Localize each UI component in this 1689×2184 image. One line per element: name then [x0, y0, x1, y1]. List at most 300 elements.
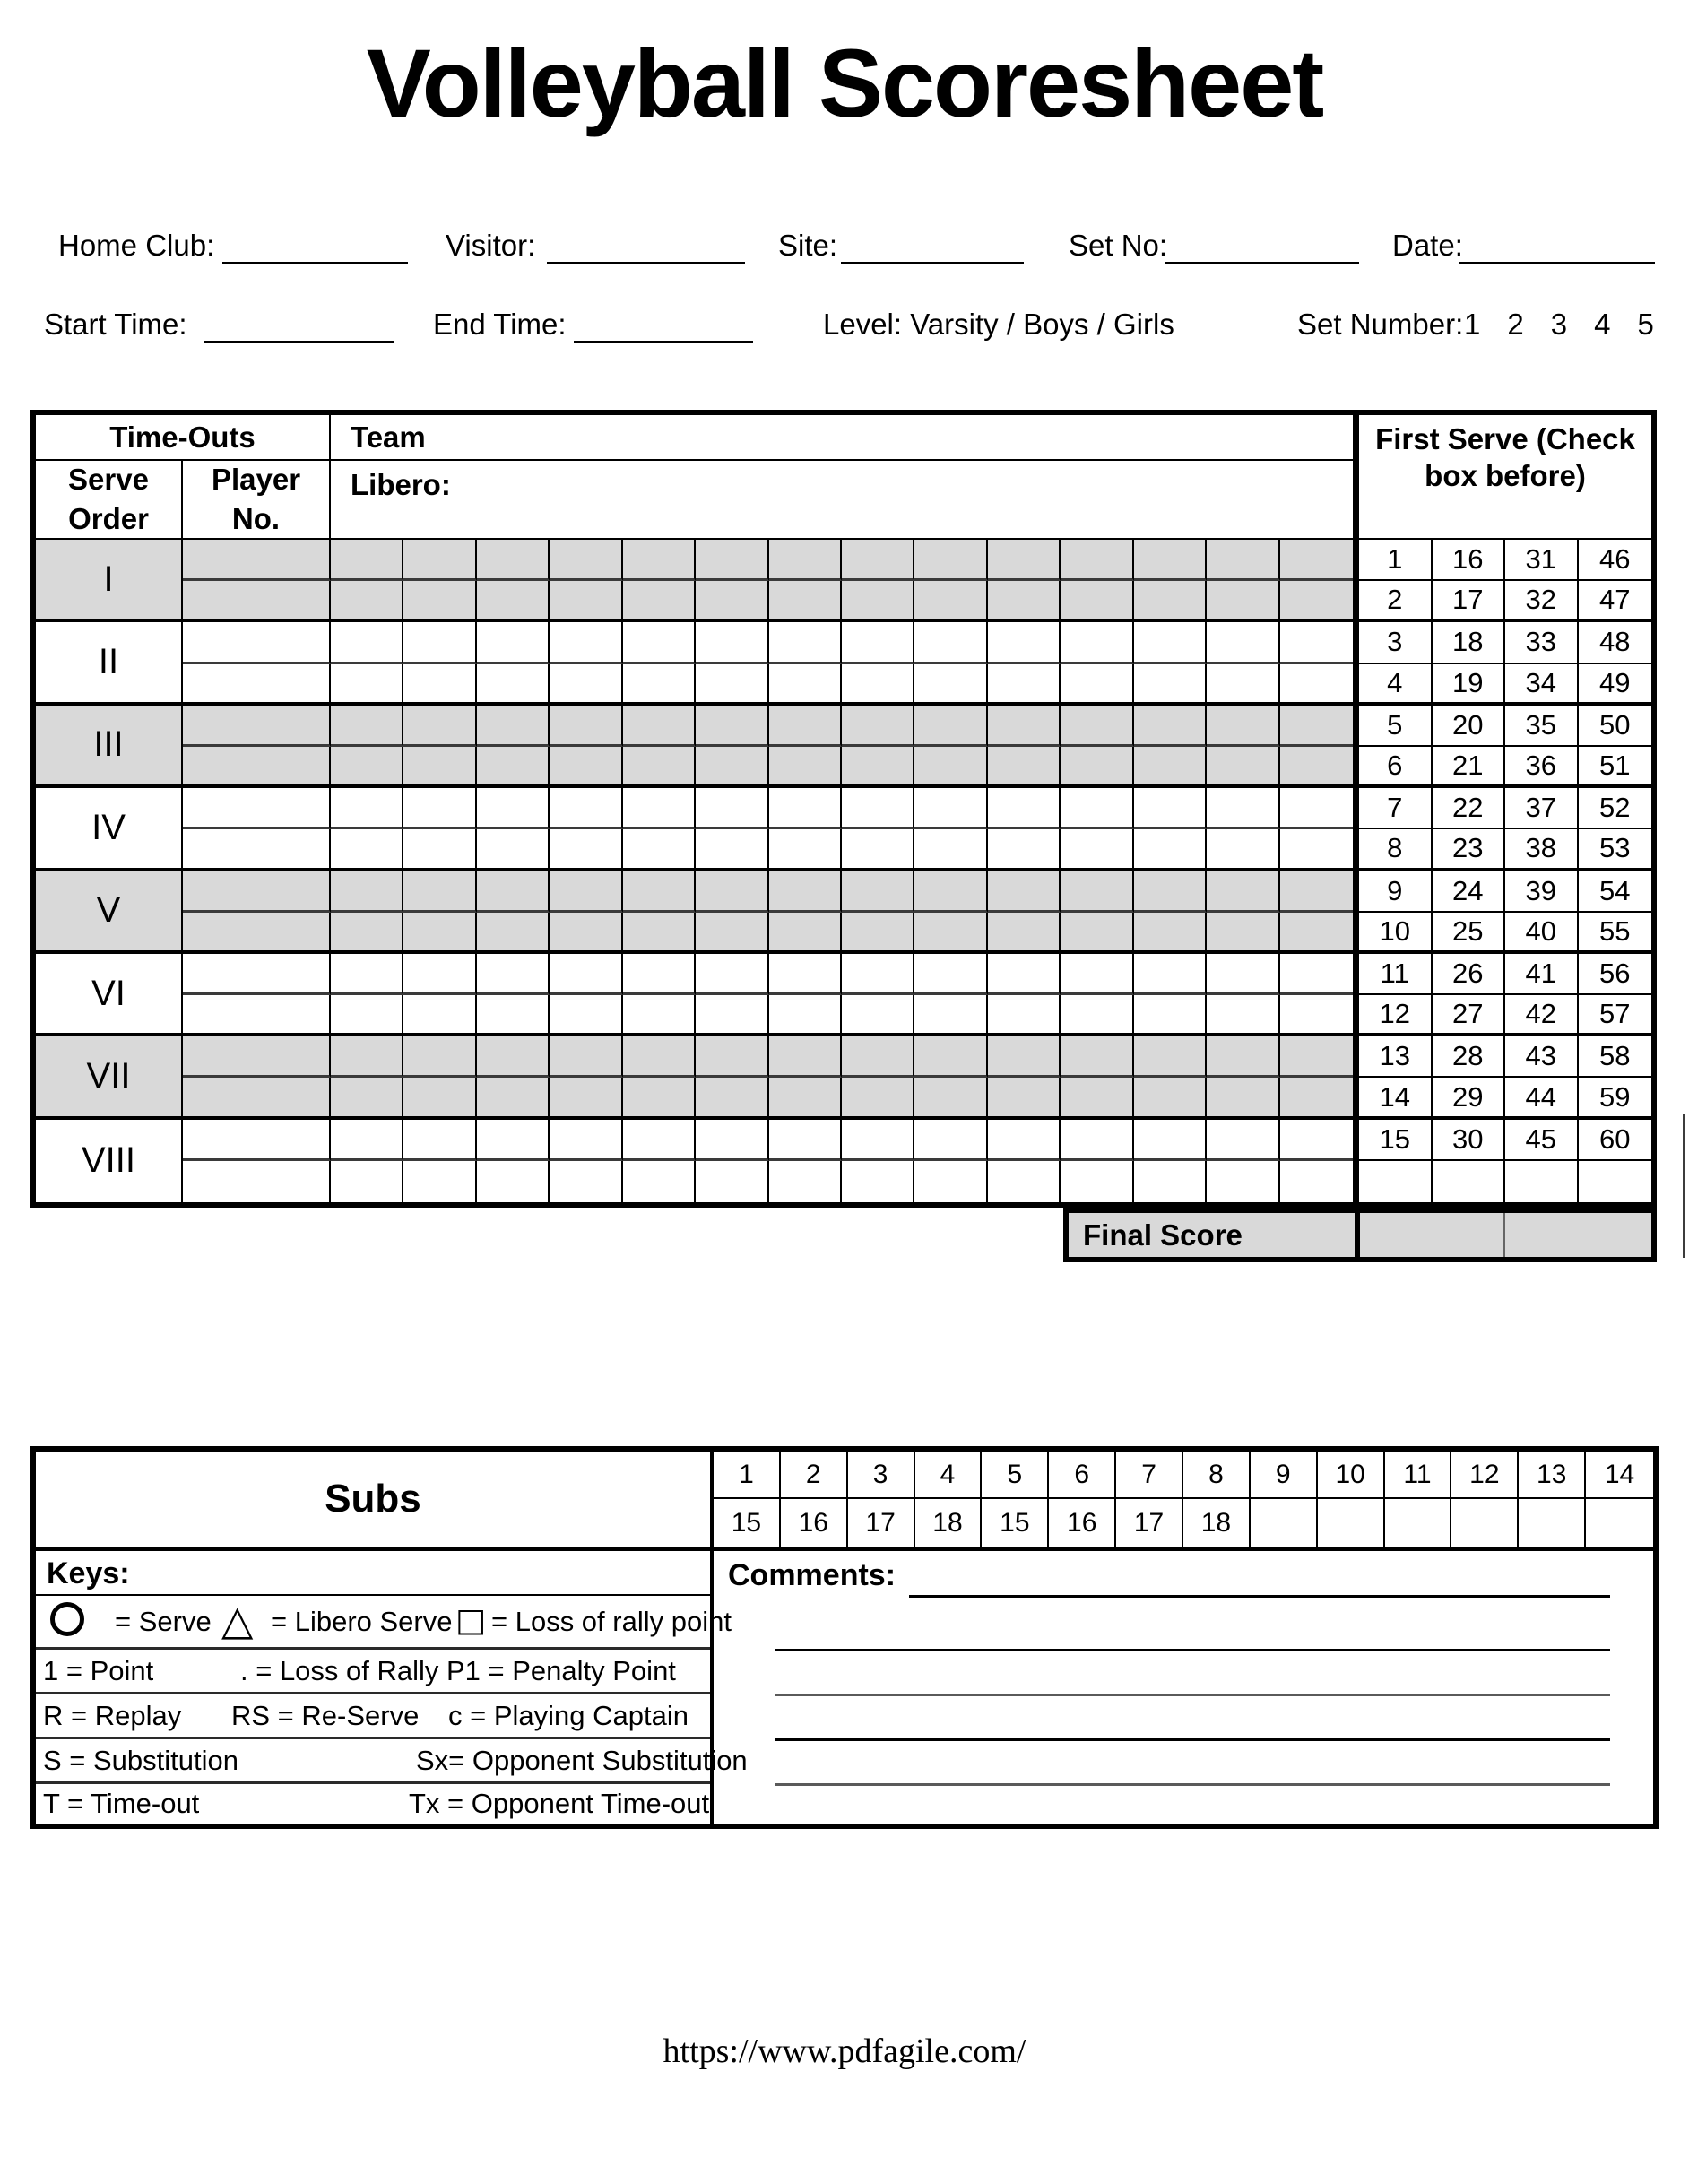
score-cell[interactable] [550, 995, 622, 1036]
first-serve-number-cell[interactable]: 11 [1359, 954, 1433, 995]
score-cell[interactable] [1280, 664, 1353, 706]
score-cell[interactable] [1207, 829, 1279, 871]
score-cell[interactable] [477, 954, 550, 995]
first-serve-number-cell[interactable]: 24 [1433, 871, 1506, 913]
score-cell[interactable] [623, 581, 696, 622]
score-cell[interactable] [550, 706, 622, 747]
first-serve-number-cell[interactable]: 34 [1505, 664, 1579, 706]
first-serve-number-cell[interactable]: 47 [1579, 581, 1652, 622]
score-cell[interactable] [331, 747, 403, 788]
first-serve-number-cell[interactable]: 54 [1579, 871, 1652, 913]
score-cell[interactable] [403, 581, 476, 622]
score-cell[interactable] [696, 581, 768, 622]
first-serve-number-cell[interactable]: 25 [1433, 913, 1506, 954]
first-serve-number-cell[interactable]: 38 [1505, 829, 1579, 871]
score-cell[interactable] [1134, 747, 1207, 788]
score-cell[interactable] [403, 1078, 476, 1119]
first-serve-number-cell[interactable]: 19 [1433, 664, 1506, 706]
subs-number-cell[interactable]: 2 [781, 1452, 848, 1499]
first-serve-number-cell[interactable]: 32 [1505, 581, 1579, 622]
first-serve-number-cell[interactable]: 35 [1505, 706, 1579, 747]
score-cell[interactable] [623, 747, 696, 788]
first-serve-number-cell[interactable]: 22 [1433, 788, 1506, 829]
first-serve-blank-cell[interactable] [1433, 1161, 1506, 1202]
score-cell[interactable] [769, 1078, 842, 1119]
score-cell[interactable] [769, 1120, 842, 1161]
score-cell[interactable] [842, 1078, 914, 1119]
score-cell[interactable] [1061, 540, 1133, 581]
score-cell[interactable] [331, 913, 403, 954]
score-cell[interactable] [403, 954, 476, 995]
player-no-cell[interactable] [183, 1120, 331, 1161]
first-serve-number-cell[interactable]: 50 [1579, 706, 1652, 747]
date-field[interactable] [1459, 262, 1655, 264]
first-serve-number-cell[interactable]: 56 [1579, 954, 1652, 995]
score-cell[interactable] [331, 1078, 403, 1119]
score-cell[interactable] [331, 871, 403, 913]
score-cell[interactable] [842, 622, 914, 663]
score-cell[interactable] [623, 913, 696, 954]
first-serve-number-cell[interactable]: 36 [1505, 747, 1579, 788]
player-no-cell[interactable] [183, 1078, 331, 1119]
score-cell[interactable] [403, 788, 476, 829]
score-cell[interactable] [623, 954, 696, 995]
subs-number-cell[interactable]: 15 [982, 1499, 1049, 1547]
score-cell[interactable] [1134, 954, 1207, 995]
set-number-option[interactable]: 5 [1637, 308, 1654, 341]
home-club-field[interactable] [222, 262, 408, 264]
score-cell[interactable] [988, 1120, 1061, 1161]
score-cell[interactable] [550, 954, 622, 995]
score-cell[interactable] [988, 871, 1061, 913]
score-cell[interactable] [769, 913, 842, 954]
score-cell[interactable] [988, 1036, 1061, 1078]
subs-number-cell[interactable]: 3 [848, 1452, 915, 1499]
score-cell[interactable] [842, 747, 914, 788]
first-serve-number-cell[interactable]: 7 [1359, 788, 1433, 829]
score-cell[interactable] [1061, 1036, 1133, 1078]
score-cell[interactable] [1134, 664, 1207, 706]
score-cell[interactable] [696, 995, 768, 1036]
score-cell[interactable] [331, 954, 403, 995]
score-cell[interactable] [403, 747, 476, 788]
score-cell[interactable] [477, 913, 550, 954]
score-cell[interactable] [477, 706, 550, 747]
set-number-option[interactable]: 4 [1594, 308, 1611, 341]
score-cell[interactable] [550, 913, 622, 954]
first-serve-number-cell[interactable]: 14 [1359, 1078, 1433, 1119]
player-no-cell[interactable] [183, 664, 331, 706]
player-no-cell[interactable] [183, 995, 331, 1036]
score-cell[interactable] [1134, 913, 1207, 954]
score-cell[interactable] [988, 747, 1061, 788]
subs-number-cell[interactable]: 11 [1385, 1452, 1452, 1499]
score-cell[interactable] [769, 706, 842, 747]
score-cell[interactable] [914, 540, 987, 581]
score-cell[interactable] [988, 995, 1061, 1036]
score-cell[interactable] [914, 1161, 987, 1202]
score-cell[interactable] [1207, 747, 1279, 788]
first-serve-number-cell[interactable]: 26 [1433, 954, 1506, 995]
score-cell[interactable] [1207, 1078, 1279, 1119]
player-no-cell[interactable] [183, 788, 331, 829]
score-cell[interactable] [403, 664, 476, 706]
score-cell[interactable] [1207, 871, 1279, 913]
first-serve-number-cell[interactable]: 51 [1579, 747, 1652, 788]
first-serve-number-cell[interactable]: 31 [1505, 540, 1579, 581]
first-serve-number-cell[interactable]: 43 [1505, 1036, 1579, 1078]
subs-number-cell[interactable]: 15 [714, 1499, 781, 1547]
score-cell[interactable] [988, 913, 1061, 954]
score-cell[interactable] [1280, 995, 1353, 1036]
score-cell[interactable] [769, 829, 842, 871]
score-cell[interactable] [623, 1120, 696, 1161]
score-cell[interactable] [696, 829, 768, 871]
score-cell[interactable] [914, 954, 987, 995]
score-cell[interactable] [550, 664, 622, 706]
score-cell[interactable] [988, 829, 1061, 871]
score-cell[interactable] [550, 622, 622, 663]
first-serve-number-cell[interactable]: 13 [1359, 1036, 1433, 1078]
first-serve-number-cell[interactable]: 15 [1359, 1120, 1433, 1161]
score-cell[interactable] [842, 1036, 914, 1078]
score-cell[interactable] [623, 788, 696, 829]
first-serve-number-cell[interactable]: 28 [1433, 1036, 1506, 1078]
player-no-cell[interactable] [183, 954, 331, 995]
score-cell[interactable] [477, 829, 550, 871]
score-cell[interactable] [1280, 747, 1353, 788]
subs-number-cell[interactable]: 7 [1116, 1452, 1183, 1499]
player-no-cell[interactable] [183, 871, 331, 913]
score-cell[interactable] [842, 540, 914, 581]
first-serve-number-cell[interactable]: 23 [1433, 829, 1506, 871]
score-cell[interactable] [1280, 829, 1353, 871]
score-cell[interactable] [331, 829, 403, 871]
score-cell[interactable] [1061, 995, 1133, 1036]
score-cell[interactable] [1061, 871, 1133, 913]
first-serve-blank-cell[interactable] [1505, 1161, 1579, 1202]
score-cell[interactable] [623, 1036, 696, 1078]
score-cell[interactable] [842, 871, 914, 913]
first-serve-number-cell[interactable]: 2 [1359, 581, 1433, 622]
score-cell[interactable] [914, 871, 987, 913]
score-cell[interactable] [1207, 1120, 1279, 1161]
score-cell[interactable] [1207, 954, 1279, 995]
first-serve-number-cell[interactable]: 5 [1359, 706, 1433, 747]
score-cell[interactable] [331, 788, 403, 829]
score-cell[interactable] [477, 540, 550, 581]
score-cell[interactable] [696, 871, 768, 913]
score-cell[interactable] [1207, 706, 1279, 747]
subs-blank-cell[interactable] [1318, 1499, 1385, 1547]
score-cell[interactable] [331, 622, 403, 663]
score-cell[interactable] [1061, 1161, 1133, 1202]
score-cell[interactable] [988, 581, 1061, 622]
subs-number-cell[interactable]: 10 [1318, 1452, 1385, 1499]
score-cell[interactable] [842, 913, 914, 954]
score-cell[interactable] [550, 829, 622, 871]
score-cell[interactable] [550, 871, 622, 913]
score-cell[interactable] [1207, 913, 1279, 954]
score-cell[interactable] [1207, 622, 1279, 663]
score-cell[interactable] [914, 1120, 987, 1161]
first-serve-number-cell[interactable]: 40 [1505, 913, 1579, 954]
score-cell[interactable] [696, 1036, 768, 1078]
score-cell[interactable] [403, 1036, 476, 1078]
score-cell[interactable] [623, 829, 696, 871]
score-cell[interactable] [1207, 788, 1279, 829]
score-cell[interactable] [1061, 788, 1133, 829]
score-cell[interactable] [1061, 581, 1133, 622]
player-no-cell[interactable] [183, 829, 331, 871]
subs-blank-cell[interactable] [1385, 1499, 1452, 1547]
subs-number-cell[interactable]: 4 [915, 1452, 983, 1499]
comments-line[interactable] [775, 1649, 1610, 1651]
comments-line[interactable] [909, 1595, 1610, 1598]
score-cell[interactable] [914, 706, 987, 747]
score-cell[interactable] [1280, 1120, 1353, 1161]
score-cell[interactable] [477, 1078, 550, 1119]
score-cell[interactable] [1207, 1036, 1279, 1078]
first-serve-number-cell[interactable]: 45 [1505, 1120, 1579, 1161]
score-cell[interactable] [1280, 581, 1353, 622]
score-cell[interactable] [1134, 1078, 1207, 1119]
first-serve-number-cell[interactable]: 18 [1433, 622, 1506, 663]
first-serve-number-cell[interactable]: 48 [1579, 622, 1652, 663]
score-cell[interactable] [623, 706, 696, 747]
score-cell[interactable] [550, 747, 622, 788]
score-cell[interactable] [696, 954, 768, 995]
score-cell[interactable] [842, 1161, 914, 1202]
first-serve-number-cell[interactable]: 39 [1505, 871, 1579, 913]
score-cell[interactable] [403, 913, 476, 954]
subs-number-cell[interactable]: 5 [982, 1452, 1049, 1499]
score-cell[interactable] [842, 1120, 914, 1161]
subs-number-cell[interactable]: 18 [1183, 1499, 1251, 1547]
score-cell[interactable] [477, 871, 550, 913]
score-cell[interactable] [1280, 1161, 1353, 1202]
first-serve-number-cell[interactable]: 57 [1579, 995, 1652, 1036]
score-cell[interactable] [623, 1078, 696, 1119]
player-no-cell[interactable] [183, 913, 331, 954]
score-cell[interactable] [403, 1120, 476, 1161]
score-cell[interactable] [331, 664, 403, 706]
subs-number-cell[interactable]: 16 [1049, 1499, 1116, 1547]
first-serve-number-cell[interactable]: 42 [1505, 995, 1579, 1036]
score-cell[interactable] [550, 1078, 622, 1119]
score-cell[interactable] [1061, 622, 1133, 663]
score-cell[interactable] [331, 1120, 403, 1161]
set-no-field[interactable] [1165, 262, 1359, 264]
score-cell[interactable] [477, 664, 550, 706]
score-cell[interactable] [1280, 1036, 1353, 1078]
score-cell[interactable] [1134, 622, 1207, 663]
score-cell[interactable] [1280, 913, 1353, 954]
subs-number-cell[interactable]: 18 [915, 1499, 983, 1547]
score-cell[interactable] [1134, 581, 1207, 622]
first-serve-number-cell[interactable]: 17 [1433, 581, 1506, 622]
score-cell[interactable] [477, 581, 550, 622]
score-cell[interactable] [769, 954, 842, 995]
score-cell[interactable] [403, 995, 476, 1036]
score-cell[interactable] [842, 706, 914, 747]
score-cell[interactable] [769, 995, 842, 1036]
score-cell[interactable] [1207, 1161, 1279, 1202]
score-cell[interactable] [696, 1120, 768, 1161]
score-cell[interactable] [842, 954, 914, 995]
subs-number-cell[interactable]: 14 [1586, 1452, 1653, 1499]
score-cell[interactable] [769, 622, 842, 663]
score-cell[interactable] [769, 540, 842, 581]
score-cell[interactable] [403, 829, 476, 871]
score-cell[interactable] [1280, 1078, 1353, 1119]
score-cell[interactable] [769, 581, 842, 622]
first-serve-number-cell[interactable]: 12 [1359, 995, 1433, 1036]
score-cell[interactable] [1207, 581, 1279, 622]
first-serve-number-cell[interactable]: 41 [1505, 954, 1579, 995]
score-cell[interactable] [1061, 954, 1133, 995]
score-cell[interactable] [696, 664, 768, 706]
score-cell[interactable] [914, 664, 987, 706]
score-cell[interactable] [1280, 540, 1353, 581]
score-cell[interactable] [1134, 788, 1207, 829]
score-cell[interactable] [988, 706, 1061, 747]
score-cell[interactable] [696, 788, 768, 829]
score-cell[interactable] [403, 871, 476, 913]
set-number-option[interactable]: 3 [1550, 308, 1568, 341]
score-cell[interactable] [1061, 664, 1133, 706]
score-cell[interactable] [477, 788, 550, 829]
score-cell[interactable] [477, 995, 550, 1036]
score-cell[interactable] [842, 829, 914, 871]
player-no-cell[interactable] [183, 622, 331, 663]
score-cell[interactable] [1061, 706, 1133, 747]
score-cell[interactable] [623, 995, 696, 1036]
subs-blank-cell[interactable] [1586, 1499, 1653, 1547]
score-cell[interactable] [988, 788, 1061, 829]
player-no-cell[interactable] [183, 706, 331, 747]
score-cell[interactable] [1134, 1120, 1207, 1161]
score-cell[interactable] [331, 706, 403, 747]
first-serve-number-cell[interactable]: 52 [1579, 788, 1652, 829]
score-cell[interactable] [696, 622, 768, 663]
score-cell[interactable] [550, 540, 622, 581]
score-cell[interactable] [769, 664, 842, 706]
score-cell[interactable] [477, 1036, 550, 1078]
score-cell[interactable] [1061, 1078, 1133, 1119]
set-number-option[interactable]: 2 [1507, 308, 1524, 341]
score-cell[interactable] [403, 706, 476, 747]
score-cell[interactable] [623, 1161, 696, 1202]
score-cell[interactable] [914, 829, 987, 871]
first-serve-number-cell[interactable]: 27 [1433, 995, 1506, 1036]
score-cell[interactable] [623, 871, 696, 913]
score-cell[interactable] [1134, 995, 1207, 1036]
subs-number-cell[interactable]: 12 [1451, 1452, 1519, 1499]
score-cell[interactable] [403, 540, 476, 581]
score-cell[interactable] [1280, 788, 1353, 829]
player-no-cell[interactable] [183, 581, 331, 622]
score-cell[interactable] [1280, 622, 1353, 663]
score-cell[interactable] [477, 747, 550, 788]
first-serve-number-cell[interactable]: 59 [1579, 1078, 1652, 1119]
first-serve-number-cell[interactable]: 10 [1359, 913, 1433, 954]
first-serve-number-cell[interactable]: 33 [1505, 622, 1579, 663]
score-cell[interactable] [842, 664, 914, 706]
first-serve-number-cell[interactable]: 9 [1359, 871, 1433, 913]
score-cell[interactable] [1134, 540, 1207, 581]
subs-number-cell[interactable]: 1 [714, 1452, 781, 1499]
score-cell[interactable] [696, 540, 768, 581]
first-serve-number-cell[interactable]: 29 [1433, 1078, 1506, 1119]
first-serve-number-cell[interactable]: 1 [1359, 540, 1433, 581]
score-cell[interactable] [1207, 540, 1279, 581]
first-serve-number-cell[interactable]: 60 [1579, 1120, 1652, 1161]
final-score-home-cell[interactable] [1360, 1213, 1505, 1257]
subs-blank-cell[interactable] [1519, 1499, 1586, 1547]
player-no-cell[interactable] [183, 747, 331, 788]
subs-number-cell[interactable]: 8 [1183, 1452, 1251, 1499]
score-cell[interactable] [1280, 706, 1353, 747]
score-cell[interactable] [1134, 871, 1207, 913]
score-cell[interactable] [550, 581, 622, 622]
score-cell[interactable] [1280, 954, 1353, 995]
first-serve-number-cell[interactable]: 46 [1579, 540, 1652, 581]
first-serve-number-cell[interactable]: 6 [1359, 747, 1433, 788]
first-serve-number-cell[interactable]: 4 [1359, 664, 1433, 706]
score-cell[interactable] [988, 540, 1061, 581]
first-serve-number-cell[interactable]: 53 [1579, 829, 1652, 871]
visitor-field[interactable] [547, 262, 745, 264]
subs-number-cell[interactable]: 17 [848, 1499, 915, 1547]
score-cell[interactable] [403, 622, 476, 663]
score-cell[interactable] [914, 1078, 987, 1119]
first-serve-blank-cell[interactable] [1359, 1161, 1433, 1202]
score-cell[interactable] [477, 1120, 550, 1161]
score-cell[interactable] [914, 1036, 987, 1078]
score-cell[interactable] [1061, 913, 1133, 954]
first-serve-number-cell[interactable]: 49 [1579, 664, 1652, 706]
first-serve-number-cell[interactable]: 30 [1433, 1120, 1506, 1161]
subs-blank-cell[interactable] [1251, 1499, 1318, 1547]
score-cell[interactable] [988, 954, 1061, 995]
score-cell[interactable] [769, 788, 842, 829]
subs-number-cell[interactable]: 13 [1519, 1452, 1586, 1499]
score-cell[interactable] [477, 1161, 550, 1202]
score-cell[interactable] [842, 581, 914, 622]
score-cell[interactable] [1207, 664, 1279, 706]
score-cell[interactable] [331, 995, 403, 1036]
score-cell[interactable] [842, 788, 914, 829]
first-serve-number-cell[interactable]: 37 [1505, 788, 1579, 829]
score-cell[interactable] [842, 995, 914, 1036]
score-cell[interactable] [696, 1078, 768, 1119]
score-cell[interactable] [696, 1161, 768, 1202]
set-number-option[interactable]: 1 [1464, 308, 1481, 341]
score-cell[interactable] [769, 1036, 842, 1078]
score-cell[interactable] [696, 913, 768, 954]
score-cell[interactable] [914, 995, 987, 1036]
score-cell[interactable] [696, 706, 768, 747]
subs-number-cell[interactable]: 9 [1251, 1452, 1318, 1499]
score-cell[interactable] [1134, 829, 1207, 871]
first-serve-number-cell[interactable]: 55 [1579, 913, 1652, 954]
subs-number-cell[interactable]: 17 [1116, 1499, 1183, 1547]
score-cell[interactable] [988, 664, 1061, 706]
score-cell[interactable] [623, 664, 696, 706]
score-cell[interactable] [769, 1161, 842, 1202]
score-cell[interactable] [1061, 1120, 1133, 1161]
